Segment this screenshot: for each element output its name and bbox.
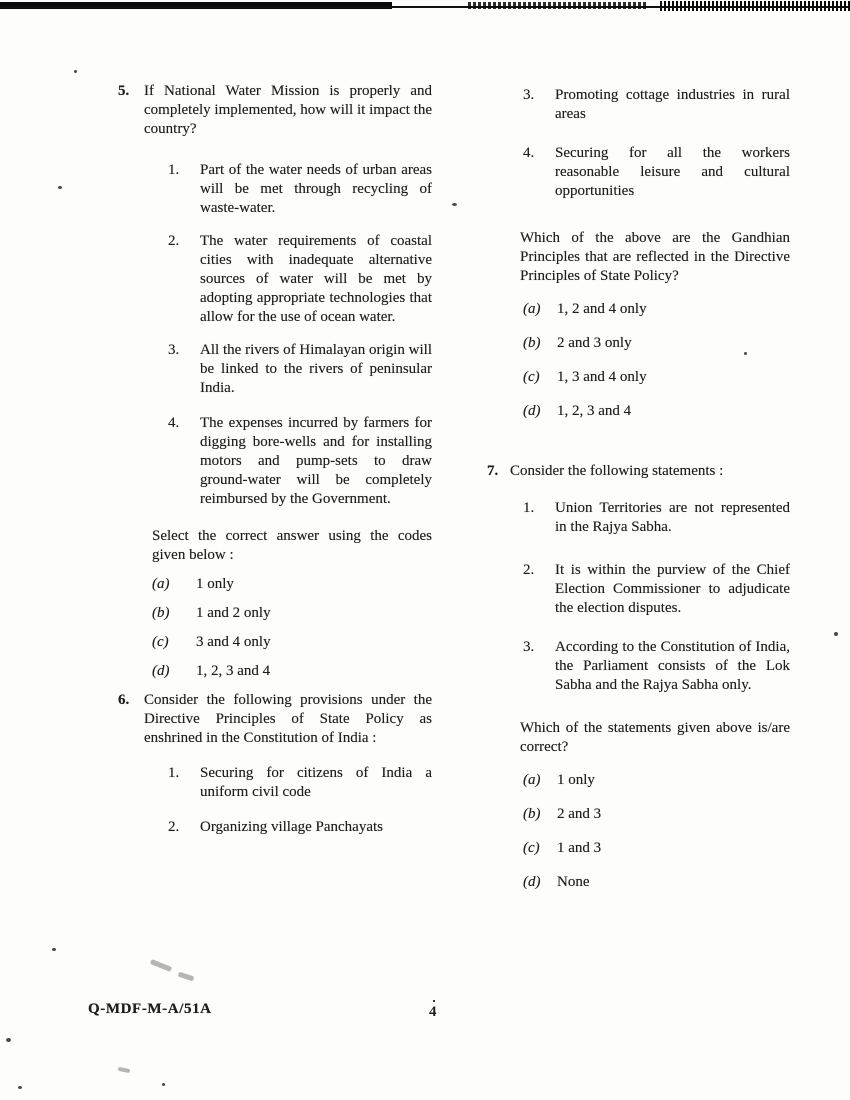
scan-band-comb xyxy=(660,1,850,11)
item-text: Union Territories are not represented in the Rajya Sabha. xyxy=(555,500,790,535)
q6-item-1 xyxy=(168,764,432,802)
item-number: 1. xyxy=(523,500,535,516)
q7-item-3 xyxy=(523,638,790,695)
scan-speck xyxy=(6,1038,11,1042)
item-text: Securing for all the workers reasonable leisure and cultural opportunities xyxy=(555,145,790,199)
option-label: (c) xyxy=(523,369,540,385)
booklet-code: Q-MDF-M-A/51A xyxy=(88,1001,212,1017)
scan-speck xyxy=(452,203,457,206)
option-text: None xyxy=(557,874,590,890)
q7-item-2 xyxy=(523,561,790,618)
scan-smudge xyxy=(150,959,172,972)
q5-option-d xyxy=(152,662,432,681)
q5-item-4 xyxy=(168,414,432,509)
question-number: 6. xyxy=(118,692,130,708)
item-number: 4. xyxy=(523,145,535,161)
option-label: (b) xyxy=(523,335,541,351)
scan-smudge xyxy=(118,1067,131,1073)
item-number: 2. xyxy=(523,562,535,578)
question-text: Consider the following statements : xyxy=(510,463,724,479)
question-text: If National Water Mission is properly and completely implemented, how will it impact the country? xyxy=(144,83,432,137)
q7-option-d xyxy=(523,873,790,892)
item-text: The expenses incurred by farmers for digging bore-wells and for installing motors and pump-sets to draw ground-water will be completely reimbursed by the Government. xyxy=(200,415,432,507)
option-label: (d) xyxy=(523,874,541,890)
left-column xyxy=(118,82,432,837)
scan-speck xyxy=(834,632,838,636)
item-text: According to the Constitution of India, the Parliament consists of the Lok Sabha and the Rajya Sabha only. xyxy=(555,639,790,693)
option-text: 1 only xyxy=(557,772,595,788)
option-text: 2 and 3 xyxy=(557,806,602,822)
question-7 xyxy=(487,462,790,481)
scan-speck xyxy=(162,1083,165,1086)
item-text: The water requirements of coastal cities with inadequate alternative sources of water will be met by adopting appropriate technologies that allow for the use of ocean water. xyxy=(200,233,432,325)
q7-option-b xyxy=(523,805,790,824)
q5-option-a xyxy=(152,575,432,594)
option-text: 1 and 2 only xyxy=(196,605,271,621)
item-text: All the rivers of Himalayan origin will be linked to the rivers of peninsular India. xyxy=(200,342,432,396)
q6-option-a xyxy=(523,300,790,319)
q5-item-1 xyxy=(168,161,432,218)
option-label: (b) xyxy=(152,605,170,621)
scan-speck xyxy=(58,186,62,189)
scan-speck xyxy=(52,948,56,951)
q6-answer-prompt: Which of the above are the Gandhian Principles that are reflected in the Directive Principles of State Policy? xyxy=(520,230,790,284)
option-text: 1 only xyxy=(196,576,234,592)
q5-option-c xyxy=(152,633,432,652)
q6-item-2 xyxy=(168,818,432,837)
option-text: 1, 2, 3 and 4 xyxy=(196,663,271,679)
item-number: 4. xyxy=(168,415,180,431)
q6-option-b xyxy=(523,334,790,353)
q7-option-c xyxy=(523,839,790,858)
option-text: 1, 3 and 4 only xyxy=(557,369,647,385)
item-text: It is within the purview of the Chief Election Commissioner to adjudicate the election disputes. xyxy=(555,562,790,616)
scan-band-comb xyxy=(468,2,648,9)
option-label: (c) xyxy=(523,840,540,856)
q6-item-4 xyxy=(523,144,790,201)
option-label: (c) xyxy=(152,634,169,650)
item-text: Part of the water needs of urban areas will be met through recycling of waste-water. xyxy=(200,162,432,216)
q5-option-b xyxy=(152,604,432,623)
option-label: (a) xyxy=(523,301,541,317)
q5-answer-prompt: Select the correct answer using the codes given below : xyxy=(152,528,432,563)
question-6 xyxy=(118,691,432,748)
q7-item-1 xyxy=(523,499,790,537)
page-number: 4 xyxy=(429,1004,437,1020)
option-label: (d) xyxy=(523,403,541,419)
q5-item-3 xyxy=(168,341,432,398)
option-label: (b) xyxy=(523,806,541,822)
q7-option-a xyxy=(523,771,790,790)
scan-speck xyxy=(18,1086,22,1089)
item-text: Securing for citizens of India a uniform civil code xyxy=(200,765,432,800)
right-column xyxy=(487,86,790,907)
q5-item-2 xyxy=(168,232,432,327)
scan-smudge xyxy=(178,972,195,982)
item-number: 3. xyxy=(168,342,180,358)
q6-option-d xyxy=(523,402,790,421)
question-5 xyxy=(118,82,432,139)
option-text: 1, 2, 3 and 4 xyxy=(557,403,632,419)
q6-item-3 xyxy=(523,86,790,124)
item-number: 3. xyxy=(523,87,535,103)
question-number: 7. xyxy=(487,463,499,479)
item-number: 3. xyxy=(523,639,535,655)
scan-speck xyxy=(74,70,77,73)
option-text: 1, 2 and 4 only xyxy=(557,301,647,317)
scan-speck xyxy=(744,352,747,355)
item-text: Organizing village Panchayats xyxy=(200,819,384,835)
option-label: (d) xyxy=(152,663,170,679)
item-number: 1. xyxy=(168,162,180,178)
option-label: (a) xyxy=(523,772,541,788)
q7-answer-prompt: Which of the statements given above is/are correct? xyxy=(520,720,790,755)
option-text: 1 and 3 xyxy=(557,840,602,856)
option-text: 3 and 4 only xyxy=(196,634,271,650)
item-number: 2. xyxy=(168,233,180,249)
item-number: 1. xyxy=(168,765,180,781)
scan-edge-artifact xyxy=(0,0,850,14)
q6-option-c xyxy=(523,368,790,387)
item-number: 2. xyxy=(168,819,180,835)
option-text: 2 and 3 only xyxy=(557,335,632,351)
question-text: Consider the following provisions under the Directive Principles of State Policy as enshrined in the Constitution of India : xyxy=(144,692,432,746)
question-number: 5. xyxy=(118,83,130,99)
option-label: (a) xyxy=(152,576,170,592)
item-text: Promoting cottage industries in rural areas xyxy=(555,87,790,122)
